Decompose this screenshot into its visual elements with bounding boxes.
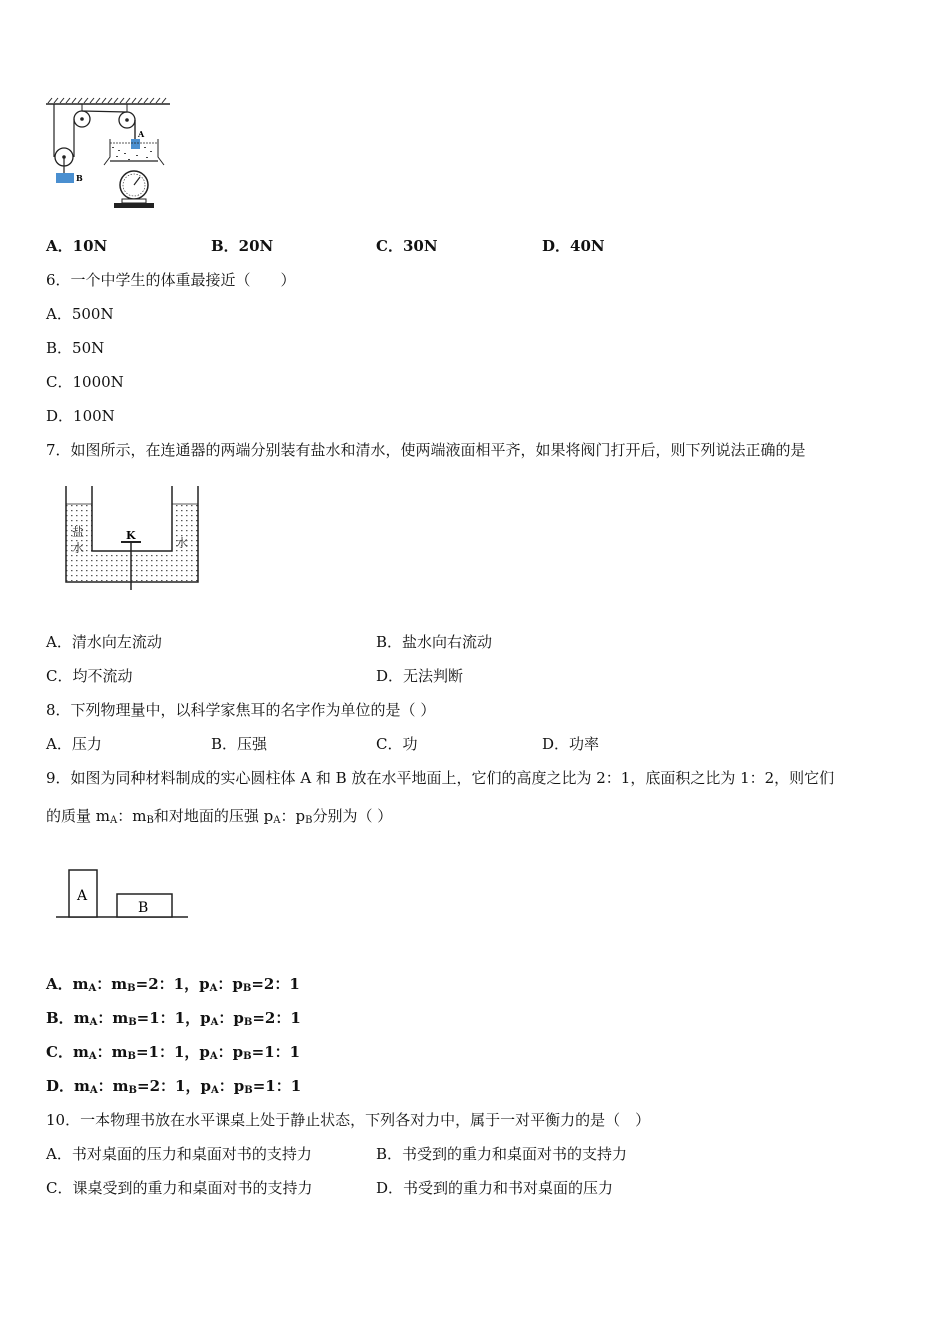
q9-stem-pressure-prefix: 和对地面的压强 p — [153, 807, 274, 825]
m-symbol: m — [111, 1043, 128, 1061]
m-symbol: m — [132, 807, 147, 825]
cylinder-b-label: B — [138, 900, 149, 916]
colon: ： — [96, 1043, 112, 1061]
colon: ： — [97, 1077, 113, 1095]
option-letter: B． — [46, 1009, 74, 1027]
q5-option-b[interactable]: B．20N — [211, 237, 274, 255]
q7-stem: 7．如图所示，在连通器的两端分别装有盐水和清水，使两端液面相平齐，如果将阀门打开后，则下列说法正确的是 — [46, 441, 806, 459]
q10-option-d[interactable]: D．书受到的重力和书对桌面的压力 — [376, 1179, 614, 1197]
colon: ： — [218, 1009, 234, 1027]
colon: ： — [218, 1077, 234, 1095]
p-symbol: p — [232, 975, 243, 993]
q6-option-a[interactable]: A．500N — [46, 305, 114, 323]
p-symbol: p — [233, 1077, 245, 1095]
q9-option-d[interactable] — [46, 1076, 301, 1101]
sub-b: B — [305, 815, 313, 826]
sub-b: B — [146, 815, 154, 826]
pressure-ratio: =1：1 — [252, 1077, 302, 1095]
water-label: 水 — [176, 536, 189, 550]
sub-b: B — [242, 983, 252, 994]
salt-label-char-2: 水 — [72, 541, 85, 555]
p-symbol: p — [199, 1043, 210, 1061]
colon: ： — [117, 807, 133, 825]
sub-a: A — [89, 1017, 98, 1028]
cylinders-figure — [54, 862, 190, 924]
p-symbol: p — [200, 1077, 211, 1095]
pressure-ratio: =1：1 — [251, 1043, 301, 1061]
label-b: B — [76, 173, 83, 183]
sub-a: A — [209, 983, 218, 994]
q7-option-b[interactable]: B．盐水向右流动 — [376, 633, 493, 651]
p-symbol: p — [200, 1009, 211, 1027]
sub-a: A — [210, 1017, 219, 1028]
q10-option-a[interactable]: A．书对桌面的压力和桌面对书的支持力 — [46, 1145, 312, 1163]
sub-a: A — [89, 1085, 98, 1096]
q9-option-a[interactable] — [46, 974, 300, 999]
q9-stem-mass-prefix: 的质量 m — [46, 807, 110, 825]
block-b — [56, 173, 74, 183]
q9-option-b[interactable] — [46, 1008, 301, 1033]
pressure-ratio: =2：1 — [252, 1009, 301, 1027]
mass-ratio: =2：1， — [137, 1077, 201, 1095]
sub-b: B — [128, 1017, 137, 1028]
m-symbol: m — [111, 975, 128, 993]
m-symbol: m — [112, 1077, 129, 1095]
q7-option-a[interactable]: A．清水向左流动 — [46, 633, 162, 651]
q8-option-d[interactable]: D．功率 — [542, 735, 600, 753]
q10-stem: 10．一本物理书放在水平课桌上处于静止状态，下列各对力中，属于一对平衡力的是（ ） — [46, 1111, 651, 1129]
colon: ： — [96, 975, 112, 993]
q8-option-c[interactable]: C．功 — [376, 735, 418, 753]
p-symbol: p — [232, 1043, 244, 1061]
option-letter: C． — [46, 1043, 73, 1061]
p-symbol: p — [233, 1009, 244, 1027]
q6-stem: 6．一个中学生的体重最接近（ ） — [46, 271, 296, 289]
colon: ： — [217, 1043, 233, 1061]
sub-a: A — [110, 815, 118, 826]
valve-label: K — [126, 529, 136, 542]
sub-a: A — [209, 1051, 218, 1062]
q8-stem: 8．下列物理量中，以科学家焦耳的名字作为单位的是（ ） — [46, 701, 436, 719]
sub-a: A — [273, 815, 281, 826]
q7-option-c[interactable]: C．均不流动 — [46, 667, 133, 685]
q8-option-a[interactable]: A．压力 — [46, 735, 102, 753]
q9-option-c[interactable] — [46, 1042, 300, 1067]
colon: ： — [97, 1009, 113, 1027]
q7-option-d[interactable]: D．无法判断 — [376, 667, 464, 685]
q9-stem-suffix: 分别为（ ） — [312, 807, 393, 825]
m-symbol: m — [112, 1009, 129, 1027]
mass-ratio: =1：1， — [135, 1043, 200, 1061]
sub-b: B — [128, 1085, 137, 1096]
colon: ： — [217, 975, 233, 993]
q5-option-d[interactable]: D．40N — [542, 237, 605, 255]
q5-option-a[interactable]: A．10N — [46, 237, 108, 255]
sub-b: B — [127, 1051, 136, 1062]
p-symbol: p — [199, 975, 210, 993]
q10-option-b[interactable]: B．书受到的重力和桌面对书的支持力 — [376, 1145, 628, 1163]
sub-a: A — [210, 1085, 219, 1096]
sub-b: B — [244, 1085, 253, 1096]
p-symbol: p — [295, 807, 306, 825]
mass-ratio: =2：1， — [135, 975, 200, 993]
m-symbol: m — [74, 1077, 90, 1095]
m-symbol: m — [72, 1043, 89, 1061]
q6-option-b[interactable]: B．50N — [46, 339, 105, 357]
q8-option-b[interactable]: B．压强 — [211, 735, 268, 753]
mass-ratio: =1：1， — [136, 1009, 201, 1027]
pulley-scale-figure — [40, 95, 175, 220]
option-letter: D． — [46, 1077, 75, 1095]
q5-option-c[interactable]: C．30N — [376, 237, 438, 255]
q9-stem-line1: 9．如图为同种材料制成的实心圆柱体 A 和 B 放在水平地面上，它们的高度之比为 2：1，底面积之比为 1：2，则它们 — [46, 769, 835, 787]
label-a: A — [138, 129, 145, 139]
sub-b: B — [243, 1051, 252, 1062]
option-letter: A． — [46, 975, 73, 993]
sub-b: B — [127, 983, 136, 994]
sub-b: B — [243, 1017, 253, 1028]
cylinder-a-label: A — [77, 888, 88, 904]
connected-vessel-figure — [60, 484, 205, 594]
sub-a: A — [88, 983, 97, 994]
m-symbol: m — [72, 975, 89, 993]
salt-label-char-1: 盐 — [72, 525, 85, 539]
q6-option-c[interactable]: C．1000N — [46, 373, 124, 391]
q9-stem-line2 — [46, 806, 392, 831]
q6-option-d[interactable]: D．100N — [46, 407, 115, 425]
colon: ： — [280, 807, 296, 825]
m-symbol: m — [73, 1009, 90, 1027]
q10-option-c[interactable]: C．课桌受到的重力和桌面对书的支持力 — [46, 1179, 313, 1197]
pressure-ratio: =2：1 — [251, 975, 300, 993]
sub-a: A — [88, 1051, 97, 1062]
block-a — [131, 139, 140, 149]
